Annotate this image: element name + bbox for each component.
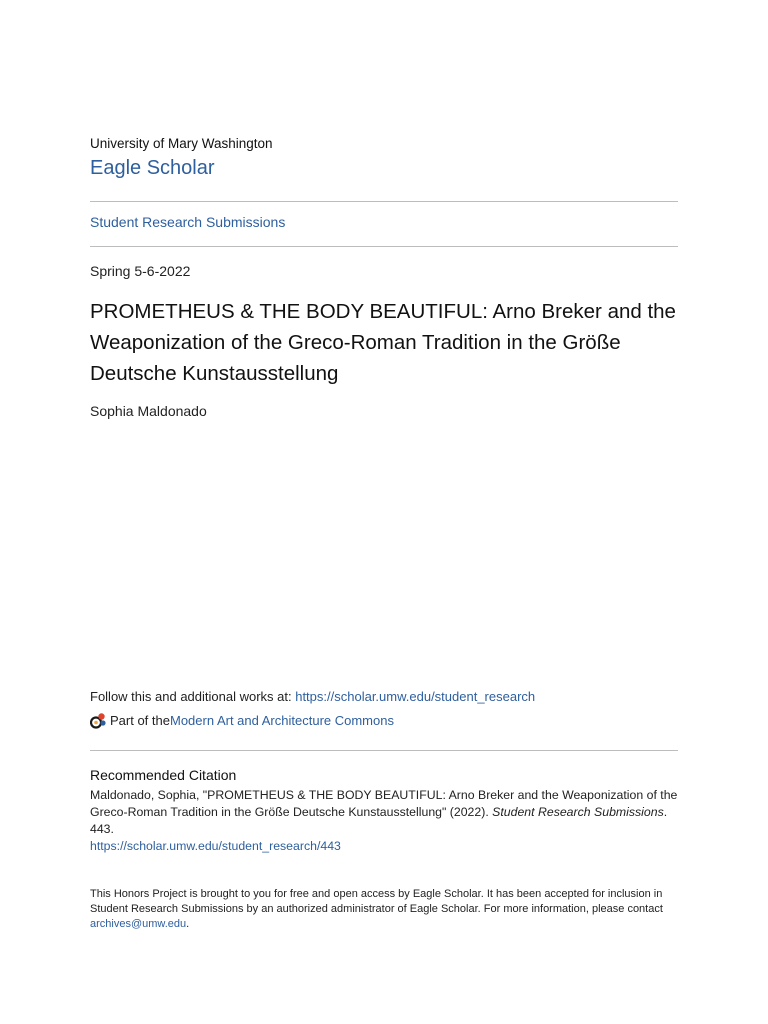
author-name: Sophia Maldonado	[90, 403, 207, 419]
follow-url-link[interactable]: https://scholar.umw.edu/student_research	[295, 689, 536, 704]
cover-page	[90, 0, 678, 1024]
institution-name: University of Mary Washington	[90, 136, 273, 151]
citation-url-link[interactable]: https://scholar.umw.edu/student_research/443	[90, 839, 341, 853]
citation-block	[90, 787, 678, 855]
divider	[90, 201, 678, 202]
access-notice	[90, 887, 678, 932]
notice-end: .	[186, 918, 190, 930]
citation-number: . 443.	[90, 805, 668, 836]
collection-link[interactable]: Student Research Submissions	[90, 214, 286, 230]
part-of-label: Part of the	[110, 713, 170, 728]
citation-series: Student Research Submissions	[492, 805, 664, 819]
notice-text: This Honors Project is brought to you for free and open access by Eagle Scholar. It has been accepted for inclusion in Student Research Submissions by an authorized administrator of Eagle Scholar. For more information, please contact	[90, 888, 663, 915]
commons-link[interactable]: Modern Art and Architecture Commons	[169, 713, 394, 728]
repository-link[interactable]: Eagle Scholar	[90, 157, 215, 179]
part-of-line	[90, 712, 394, 729]
follow-label: Follow this and additional works at:	[90, 689, 296, 704]
citation-heading: Recommended Citation	[90, 767, 237, 783]
divider	[90, 246, 678, 247]
document-title: PROMETHEUS & THE BODY BEAUTIFUL: Arno Breker and the Weaponization of the Greco-Roman Tradition in the Größe Deutsche Kunstausstellung	[90, 300, 676, 385]
network-icon	[90, 712, 107, 729]
follow-line	[90, 689, 535, 704]
contact-email-link[interactable]: archives@umw.edu	[90, 918, 187, 930]
citation-text: Maldonado, Sophia, "PROMETHEUS & THE BODY BEAUTIFUL: Arno Breker and the Weaponization of the Greco-Roman Tradition in the Größe Deutsche Kunstausstellung" (2022).	[90, 788, 678, 819]
divider	[90, 750, 678, 751]
publication-date: Spring 5-6-2022	[90, 263, 191, 279]
